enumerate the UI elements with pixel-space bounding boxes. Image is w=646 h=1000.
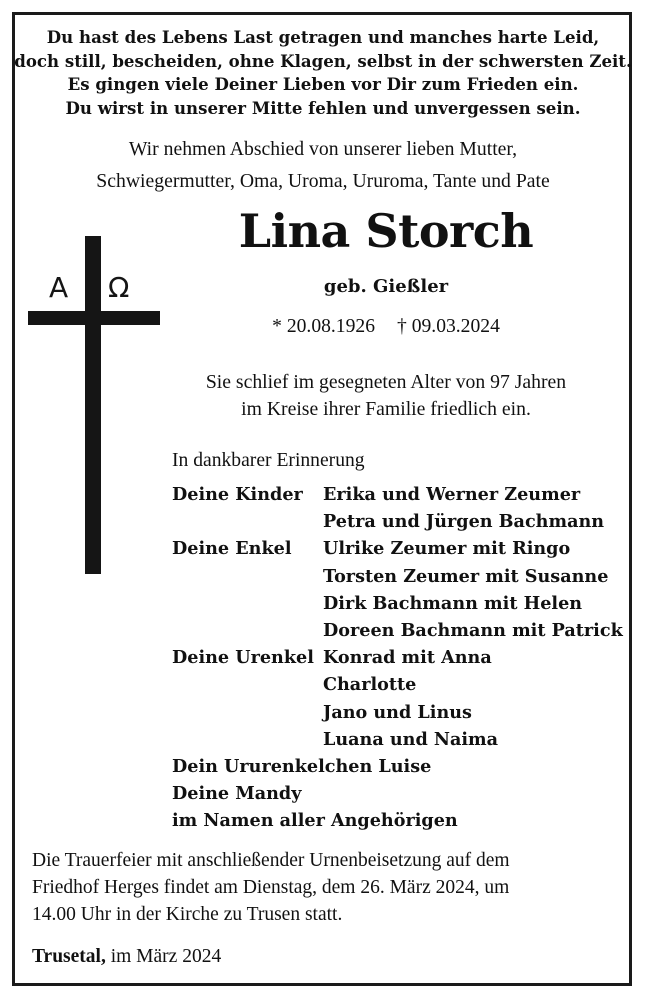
tail-line: Deine Mandy — [172, 783, 302, 805]
poem-line: doch still, bescheiden, ohne Klagen, selbst in der schwersten Zeit. — [14, 50, 632, 71]
intro-line: Wir nehmen Abschied von unserer lieben Mutter, — [128, 138, 518, 160]
relative-row — [172, 671, 632, 698]
relative-name: Charlotte — [323, 674, 417, 696]
relative-name: Erika und Werner Zeumer — [323, 484, 581, 505]
poem-line: Es gingen viele Deiner Lieben vor Dir zum Frieden ein. — [67, 74, 579, 94]
memory-heading: In dankbarer Erinnerung — [172, 450, 365, 471]
poem-line: Du wirst in unserer Mitte fehlen und unvergessen sein. — [65, 97, 581, 118]
life-dates — [176, 313, 596, 341]
relative-label: Deine Kinder — [172, 484, 303, 505]
omega-symbol: Ω — [108, 271, 130, 304]
ceremony-line: 14.00 Uhr in der Kirche zu Trusen statt. — [32, 904, 343, 925]
relative-row — [172, 644, 632, 671]
relative-name: Ulrike Zeumer mit Ringo — [323, 538, 571, 560]
closing-date: im März 2024 — [105, 946, 222, 967]
relative-row — [172, 563, 632, 590]
relative-row — [172, 590, 632, 617]
relative-name: Luana und Naima — [323, 728, 499, 750]
poem-line: Du hast des Lebens Last getragen und manches harte Leid, — [46, 27, 600, 47]
relative-row — [172, 726, 632, 753]
intro-line: Schwiegermutter, Oma, Uroma, Ururoma, Tante und Pate — [96, 170, 550, 192]
relative-name: Torsten Zeumer mit Susanne — [323, 565, 609, 587]
relatives-list — [172, 481, 632, 835]
age-line: im Kreise ihrer Familie friedlich ein. — [241, 398, 531, 420]
relative-name: Jano und Linus — [323, 701, 472, 723]
poem — [0, 26, 646, 120]
ceremony-line: Friedhof Herges findet am Dienstag, dem 26. März 2024, um — [32, 877, 510, 898]
farewell-intro — [0, 133, 646, 197]
relative-name: Konrad mit Anna — [323, 647, 492, 669]
relative-row — [172, 617, 632, 644]
birth-date: * 20.08.1926 — [272, 316, 375, 337]
relative-row — [172, 535, 632, 562]
alpha-symbol: Α — [49, 271, 69, 304]
death-date: † 09.03.2024 — [397, 316, 500, 337]
relative-label: Deine Urenkel — [172, 647, 314, 669]
age-statement — [160, 369, 612, 423]
maiden-name: geb. Gießler — [323, 276, 449, 297]
ceremony-info — [32, 847, 622, 928]
relative-name: Dirk Bachmann mit Helen — [323, 592, 583, 614]
tail-line: Dein Ururenkelchen Luise — [172, 755, 432, 777]
relative-row — [172, 508, 632, 535]
cross-horizontal-beam — [28, 311, 160, 325]
tail-line: im Namen aller Angehörigen — [172, 810, 458, 832]
relative-name: Doreen Bachmann mit Patrick — [323, 619, 623, 641]
relative-row — [172, 481, 632, 508]
cross-icon — [28, 236, 160, 574]
relative-label: Deine Enkel — [172, 538, 292, 560]
deceased-name: Lina Storch — [238, 204, 534, 258]
relative-name: Petra und Jürgen Bachmann — [323, 511, 605, 533]
closing-line — [32, 943, 221, 970]
ceremony-line: Die Trauerfeier mit anschließender Urnenbeisetzung auf dem — [32, 850, 510, 871]
cross-vertical-beam — [85, 236, 101, 574]
age-line: Sie schlief im gesegneten Alter von 97 Jahren — [205, 371, 567, 393]
closing-place: Trusetal, — [32, 946, 106, 967]
relative-row — [172, 699, 632, 726]
